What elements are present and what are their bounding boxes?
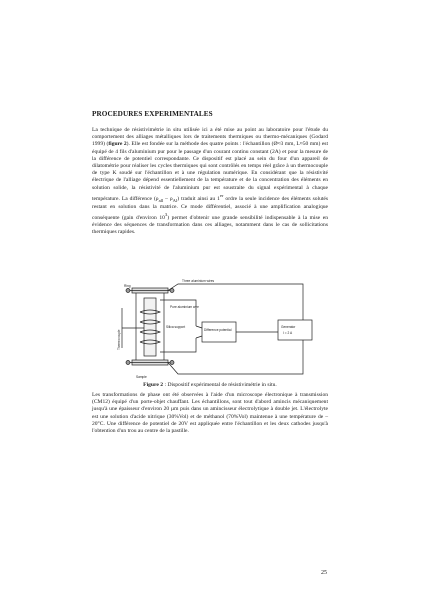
paragraph-tem: Les transformations de phase ont été observées à l'aide d'un microscope électronique à transmission (CM12) équipé d'un porte-objet chauffant. Les échantillons, sont tout d'abord amincis mécaniquement jusqu'à une épaisseur d'environ 20 µm puis dans un amincisseur électrolytique à double jet. L'électrolyte est une solution d'acide nitrique (30%Vol) et de méthanol (70%Vol) maintenue à une température de –20°C. Une différence de potentiel de 20V est appliquée entre l'échantillon et les deux cathodes jusqu'à l'obtention d'un trou au centre de la pastille. xyxy=(92,392,328,435)
difference-potential-box xyxy=(202,322,236,342)
superscript: 3 xyxy=(164,212,168,218)
wire-bottom-generator xyxy=(168,340,303,374)
label-silica-support: Silica support xyxy=(166,325,186,329)
text-run: ) traduit ainsi au 1 xyxy=(177,195,220,202)
figure-caption xyxy=(92,382,328,389)
caption-label: Figure 2 xyxy=(143,382,164,388)
label-generator-value: I = 2 A xyxy=(283,331,293,335)
caption-text: : Dispositif expérimental de résistivimétrie in situ. xyxy=(163,382,277,388)
wire-to-potential xyxy=(160,300,196,326)
label-difference-potential: Difference potential xyxy=(204,328,232,332)
screw-top-left xyxy=(126,289,130,293)
lead-b xyxy=(196,336,202,338)
label-ring: Ring xyxy=(124,284,131,288)
label-pure-wire: Pure aluminium wire xyxy=(170,305,199,309)
wire-from-potential xyxy=(160,338,196,352)
figure-reference: figure 2 xyxy=(108,141,127,148)
label-thermocouple: Thermocouple xyxy=(117,329,121,350)
page-number: 25 xyxy=(321,570,327,576)
subscript: Al xyxy=(172,197,178,203)
wire-top-generator xyxy=(168,284,303,320)
label-generator: Generator xyxy=(281,325,296,329)
screw-bottom-left xyxy=(126,361,130,365)
generator-box xyxy=(278,320,312,340)
paragraph-method xyxy=(92,127,328,237)
experimental-setup-diagram xyxy=(118,278,314,382)
label-three-wires: Three aluminium wires xyxy=(182,279,215,283)
text-run: La technique de résistivimétrie in situ utilisée ici a été mise au point au laboratoire pour l'étude du comportement des alliages métalliques lors de traitements thermiques ou thermo-mécaniques (Godard 1999) ( xyxy=(92,127,328,148)
subscript: all xyxy=(158,197,164,203)
sample-cylinder xyxy=(144,298,156,356)
text-run: ). Elle est fondée sur la méthode des quatre points : l'échantillon (Ø≈3 mm, L≈50 mm) est équipé de 4 fils d'aluminium pur pour le passage d'un courant continu constant (2A) et pour la mesure de la différence de potentiel correspondante. Ce dispositif est placé au sein du four d'un appareil de dilatométrie pour réaliser les cycles thermiques qui sont contrôlés en temps réel grâce à un thermocouple de type K soudé sur l'échantillon et à une régulation numérique. En considérant que la résistivité électrique de l'alliage dépend essentiellement de la température et de la concentration des éléments en solution solide, la résistivité de l'aluminium pur est soustraite du signal expérimental à chaque température. La différence (ρ xyxy=(92,141,328,202)
label-sample: Sample xyxy=(136,375,147,379)
screw-bottom-right xyxy=(170,361,174,365)
text-run: ) permet d'obtenir une grande sensibilité indispensable à la mise en évidence des séquences de transformation dans ces alliages, notamment dans le cas de sollicitations thermiques rapides. xyxy=(92,215,328,236)
lead-a xyxy=(196,326,202,328)
section-heading: PROCEDURES EXPERIMENTALES xyxy=(92,110,213,118)
text-run: ordre la seule incidence des éléments solutés restant en solution dans la matrice. Ce mode différentiel, associé à une amplification analogique conséquente (gain d'environ 10 xyxy=(92,195,329,222)
superscript: er xyxy=(219,192,224,198)
text-run: – ρ xyxy=(163,195,173,202)
